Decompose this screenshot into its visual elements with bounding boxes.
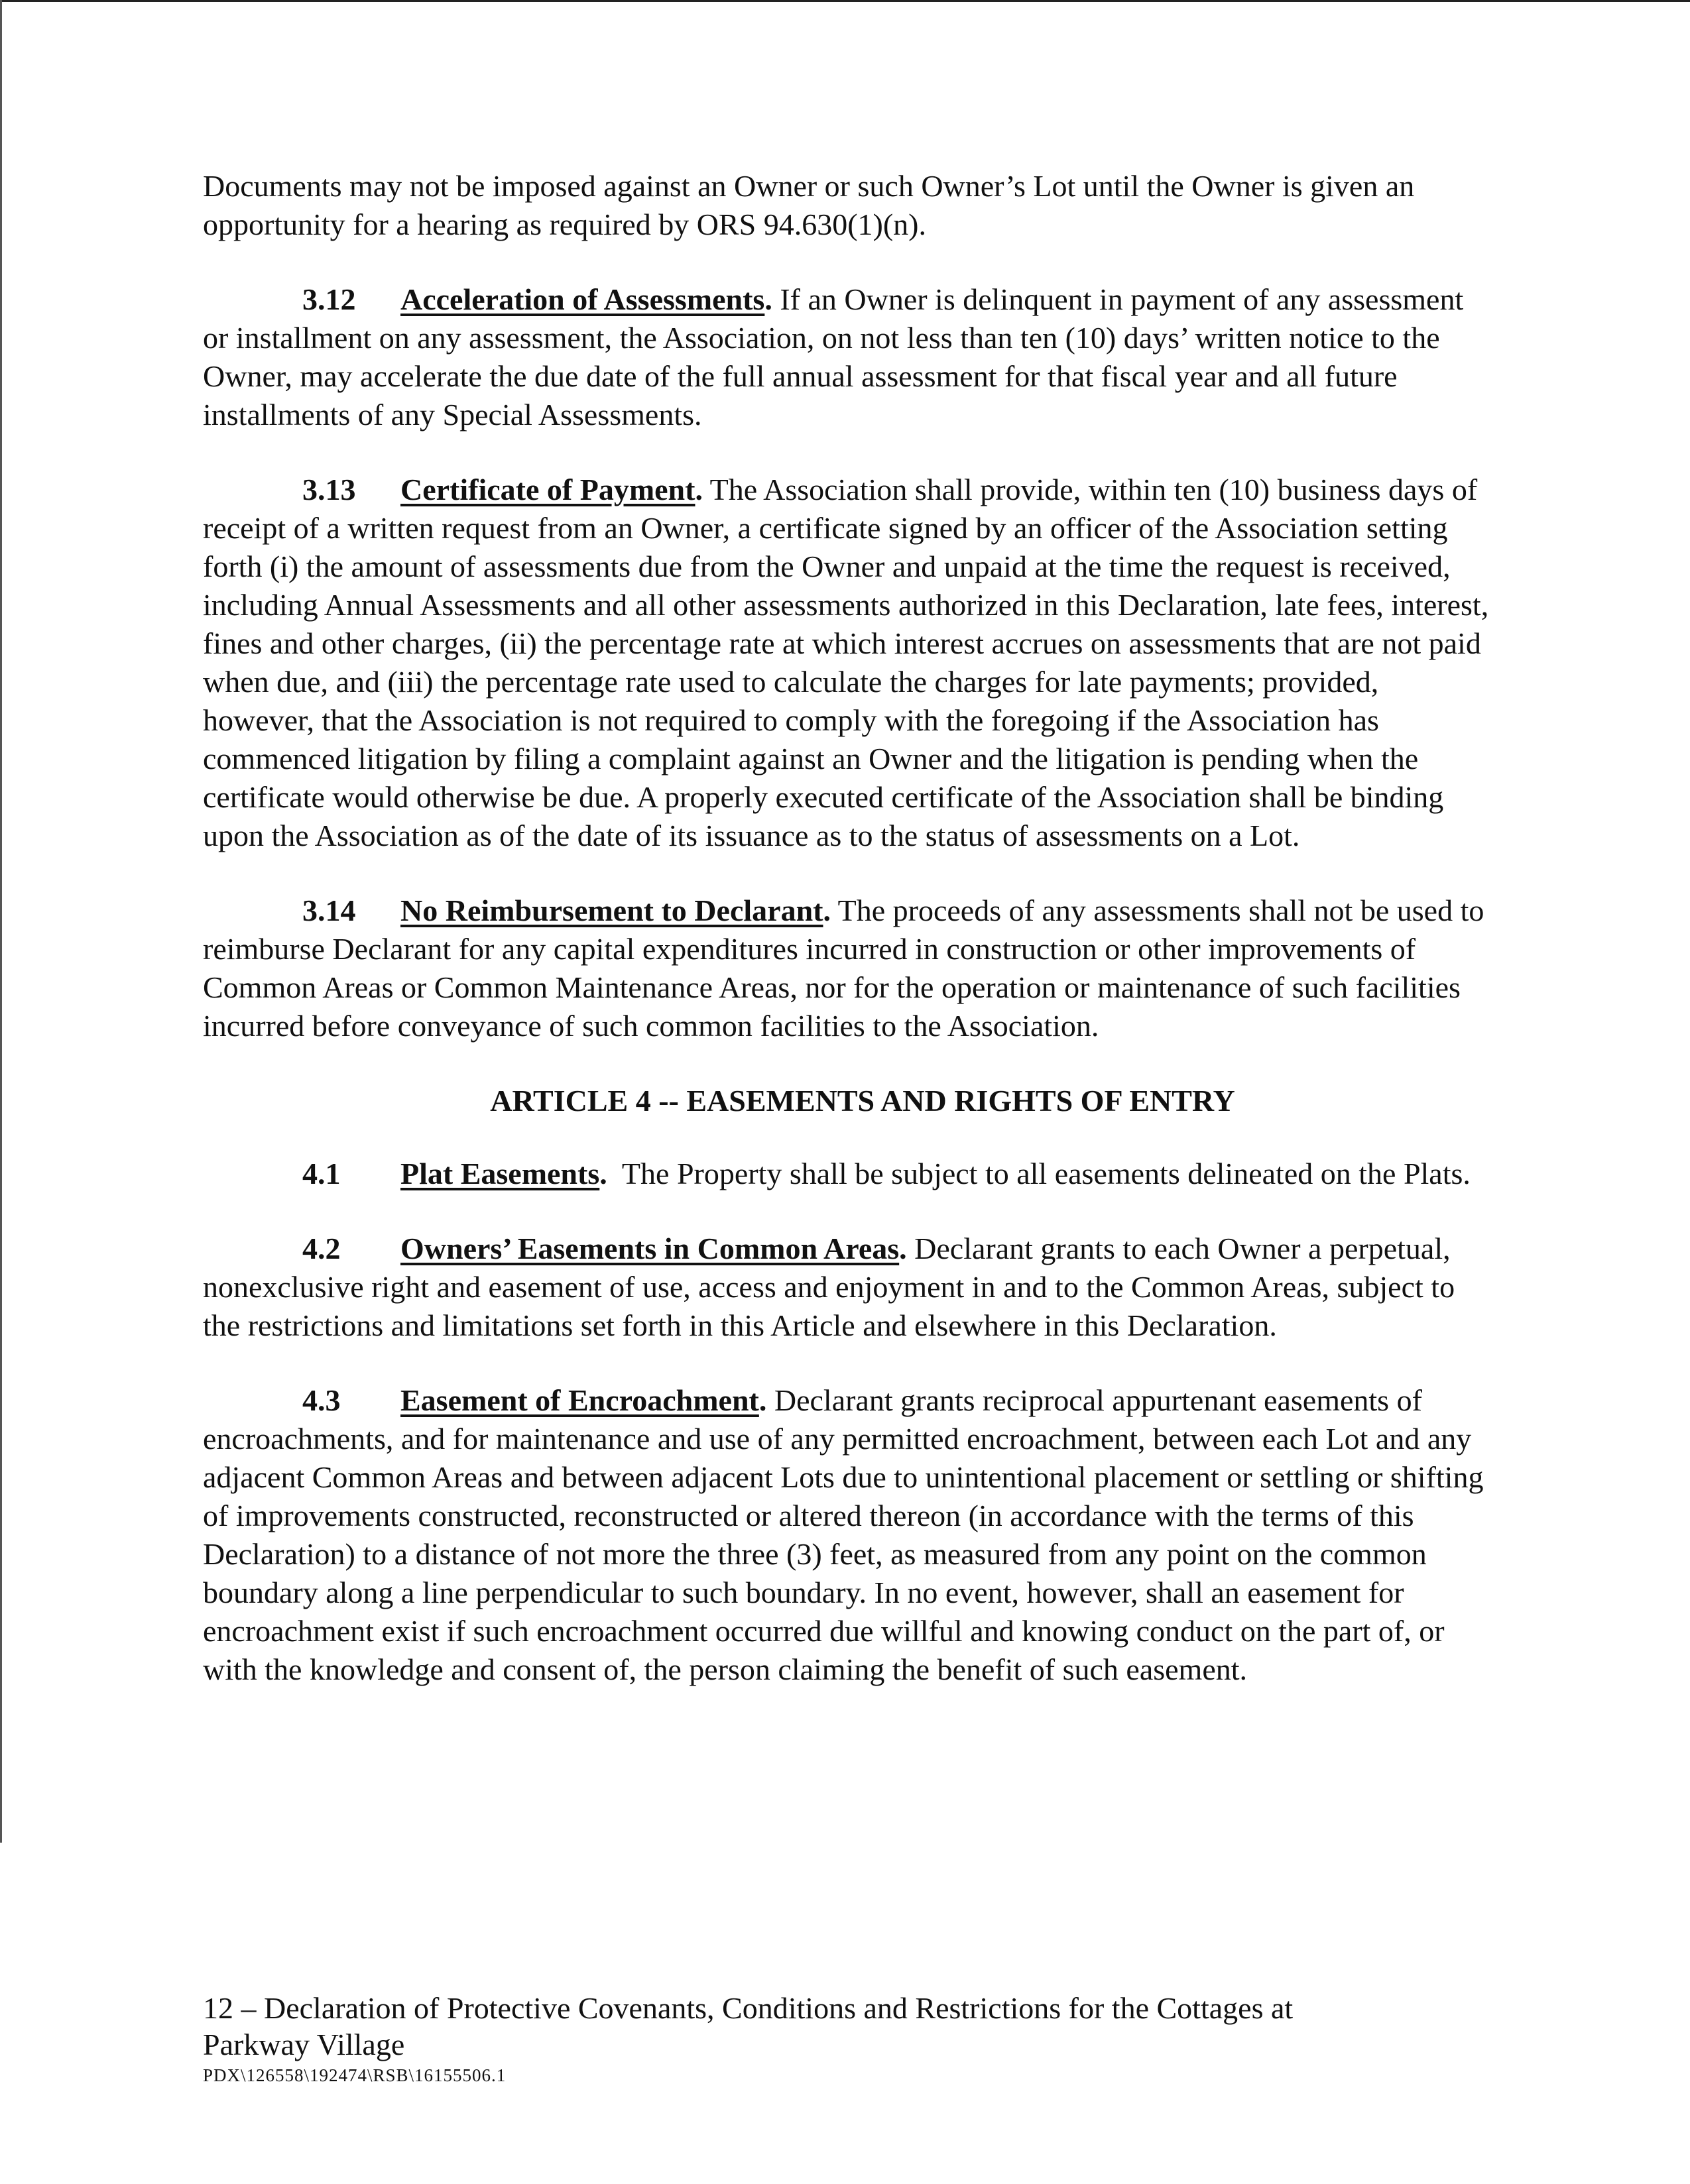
top-scan-rule: [0, 0, 1690, 2]
section-title: Owners’ Easements in Common Areas: [400, 1232, 900, 1265]
section-3-13: 3.13 Certificate of Payment. The Association shall provide, within ten (10) business days of receipt of a written request from an Owner, a certificate signed by an officer of the Association setting forth (i) the amount of assessments due from the Owner and unpaid at the time the request is received, including Annual Assessments and all other assessments authorized in this Declaration, late fees, interest, fines and other charges, (ii) the percentage rate at which interest accrues on assessments that are not paid when due, and (iii) the percentage rate used to calculate the charges for late payments; provided, however, that the Association is not required to comply with the foregoing if the Association has commenced litigation by filing a complaint against an Owner and the litigation is pending when the certificate would otherwise be due. A properly executed certificate of the Association shall be binding upon the Association as of the date of its issuance as to the status of assessments on a Lot.: [203, 471, 1496, 855]
section-number: 3.13: [302, 473, 356, 506]
footer-document-id: PDX\126558\192474\RSB\16155506.1: [203, 2065, 507, 2085]
document-page: [203, 167, 1496, 1725]
section-title: No Reimbursement to Declarant: [400, 893, 823, 927]
section-4-2: 4.2 Owners’ Easements in Common Areas. Declarant grants to each Owner a perpetual, nonexclusive right and easement of use, access and enjoyment in and to the Common Areas, subject to the restrictions and limitations set forth in this Article and elsewhere in this Declaration.: [203, 1230, 1496, 1345]
continuation-paragraph: Documents may not be imposed against an Owner or such Owner’s Lot until the Owner is given an opportunity for a hearing as required by ORS 94.630(1)(n).: [203, 169, 1415, 241]
section-title: Plat Easements: [400, 1157, 600, 1190]
section-body: The proceeds of any assessments shall not be used to reimburse Declarant for any capital expenditures incurred in construction or other improvements of Common Areas or Common Maintenance Areas, nor for the operation or maintenance of such facilities incurred before conveyance of such common facilities to the Association.: [203, 893, 1484, 1043]
footer-title-line1: 12 – Declaration of Protective Covenants, Conditions and Restrictions for the Cottages at: [203, 1991, 1294, 2025]
section-body: If an Owner is delinquent in payment of any assessment or installment on any assessment, the Association, on not less than ten (10) days’ written notice to the Owner, may accelerate the due date of the full annual assessment for that fiscal year and all future installments of any Special Assessments.: [203, 282, 1464, 431]
section-number: 3.12: [302, 282, 356, 316]
section-body: Declarant grants to each Owner a perpetual, nonexclusive right and easement of use, access and enjoyment in and to the Common Areas, subject to the restrictions and limitations set forth in this Article and elsewhere in this Declaration.: [203, 1232, 1455, 1342]
section-number: 3.14: [302, 893, 356, 927]
page-footer: [203, 1990, 1595, 2088]
section-number: 4.3: [302, 1383, 341, 1417]
section-3-12: 3.12 Acceleration of Assessments. If an Owner is delinquent in payment of any assessment or installment on any assessment, the Association, on not less than ten (10) days’ written notice to the Owner, may accelerate the due date of the full annual assessment for that fiscal year and all future installments of any Special Assessments.: [203, 280, 1496, 434]
section-3-14: 3.14 No Reimbursement to Declarant. The proceeds of any assessments shall not be used to reimburse Declarant for any capital expenditures incurred in construction or other improvements of Common Areas or Common Maintenance Areas, nor for the operation or maintenance of such facilities incurred before conveyance of such common facilities to the Association.: [203, 891, 1496, 1045]
section-number: 4.2: [302, 1232, 341, 1265]
section-title: Certificate of Payment: [400, 473, 695, 506]
section-body: The Property shall be subject to all easements delineated on the Plats.: [621, 1157, 1471, 1190]
left-scan-rule: [0, 0, 2, 1843]
section-number: 4.1: [302, 1157, 341, 1190]
section-body: The Association shall provide, within ten (10) business days of receipt of a written request from an Owner, a certificate signed by an officer of the Association setting forth (i) the amount of assessments due from the Owner and unpaid at the time the request is received, including Annual Assessments and all other assessments authorized in this Declaration, late fees, interest, fines and other charges, (ii) the percentage rate at which interest accrues on assessments that are not paid when due, and (iii) the percentage rate used to calculate the charges for late payments; provided, however, that the Association is not required to comply with the foregoing if the Association has commenced litigation by filing a complaint against an Owner and the litigation is pending when the certificate would otherwise be due. A properly executed certificate of the Association shall be binding upon the Association as of the date of its issuance as to the status of assessments on a Lot.: [203, 473, 1489, 852]
section-4-3: 4.3 Easement of Encroachment. Declarant grants reciprocal appurtenant easements of encroachments, and for maintenance and use of any permitted encroachment, between each Lot and any adjacent Common Areas and between adjacent Lots due to unintentional placement or settling or shifting of improvements constructed, reconstructed or altered thereon (in accordance with the terms of this Declaration) to a distance of not more the three (3) feet, as measured from any point on the common boundary along a line perpendicular to such boundary. In no event, however, shall an easement for encroachment exist if such encroachment occurred due willful and knowing conduct on the part of, or with the knowledge and consent of, the person claiming the benefit of such easement.: [203, 1381, 1496, 1689]
section-4-1: 4.1 Plat Easements. The Property shall be subject to all easements delineated on the Plats.: [203, 1155, 1496, 1193]
footer-title-line2: Parkway Village: [203, 2028, 405, 2061]
article-heading: ARTICLE 4 -- EASEMENTS AND RIGHTS OF ENTRY: [490, 1084, 1235, 1118]
section-body: Declarant grants reciprocal appurtenant easements of encroachments, and for maintenance and use of any permitted encroachment, between each Lot and any adjacent Common Areas and between adjacent Lots due to unintentional placement or settling or shifting of improvements constructed, reconstructed or altered thereon (in accordance with the terms of this Declaration) to a distance of not more the three (3) feet, as measured from any point on the common boundary along a line perpendicular to such boundary. In no event, however, shall an easement for encroachment exist if such encroachment occurred due willful and knowing conduct on the part of, or with the knowledge and consent of, the person claiming the benefit of such easement.: [203, 1383, 1484, 1686]
section-title: Acceleration of Assessments: [400, 282, 765, 316]
section-title: Easement of Encroachment: [400, 1383, 759, 1417]
